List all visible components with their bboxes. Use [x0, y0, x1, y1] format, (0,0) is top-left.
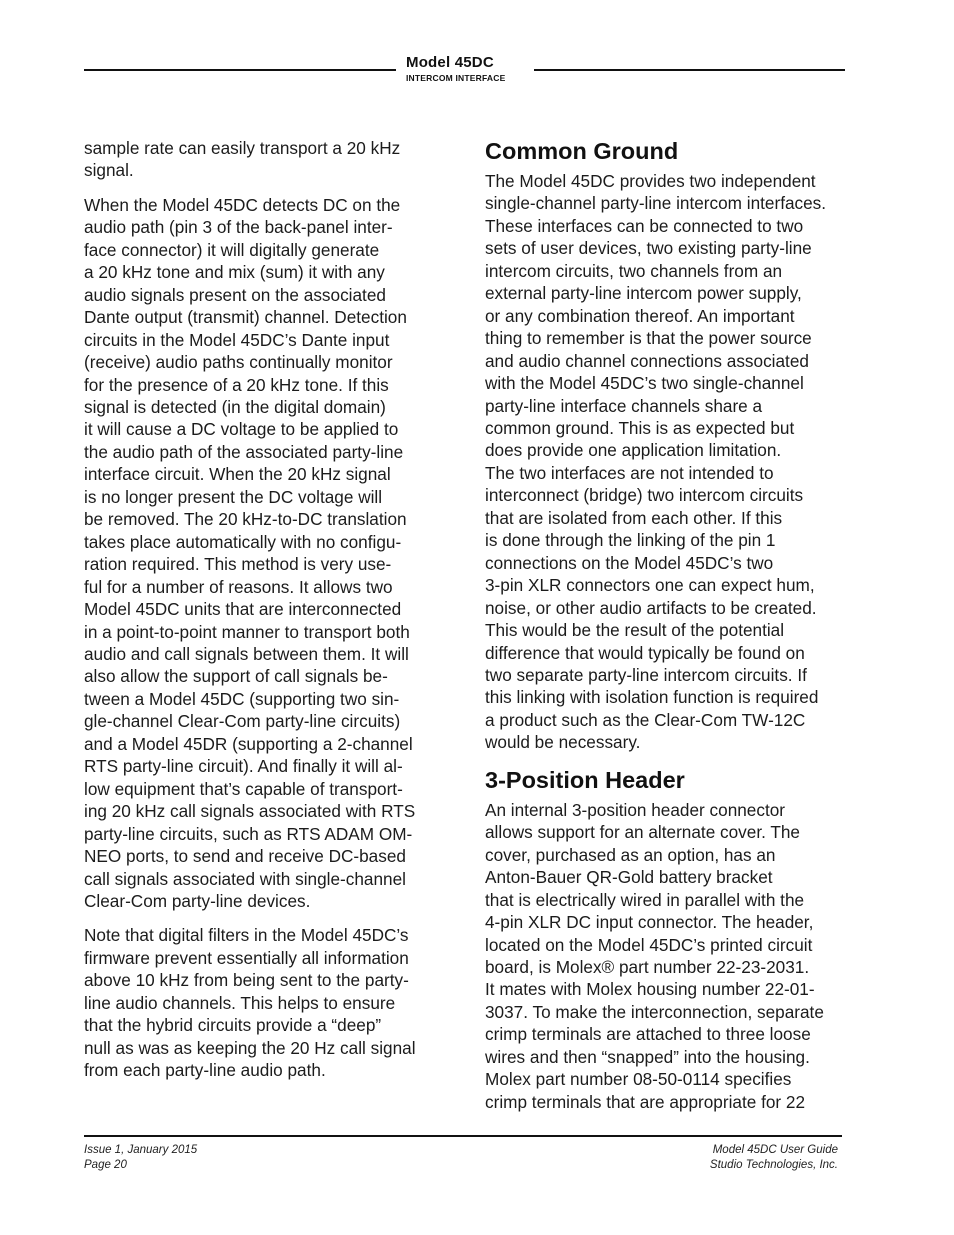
paragraph: The Model 45DC provides two independent single-channel party-line intercom interfaces. These interfaces can be connected to two sets of user devices, two existing party-line intercom circuits, two channels from an external party-line intercom power supply, or any combination thereof. An important thing to remember is that the power source and audio channel connections associated with the Model 45DC’s two single-channel party-line interface channels share a common ground. This is as expected but does provide one application limitation. The two interfaces are not intended to interconnect (bridge) two intercom circuits that are isolated from each other. If this is done through the linking of the pin 1 connections on the Model 45DC’s two 3-pin XLR connectors one can expect hum, noise, or other audio artifacts to be created. This would be the result of the potential difference that would typically be found on two separate party-line intercom circuits. If this linking with isolation function is required a product such as the Clear-Com TW-12C would be necessary.	[485, 171, 827, 753]
paragraph: sample rate can easily transport a 20 kHz signal.	[84, 138, 401, 181]
paragraph: Note that digital filters in the Model 45DC’s firmware prevent essentially all information above 10 kHz from being sent to the party- line audio channels. This helps to ensure that the hybrid circuits provide a “deep” null as was as keeping the 20 Hz call signal from each party-line audio path.	[84, 925, 416, 1081]
left-column	[84, 137, 450, 1094]
paragraph: When the Model 45DC detects DC on the audio path (pin 3 of the back-panel inter- face connector) it will digitally generate a 20 kHz tone and mix (sum) it with any audio signals present on the associated Dante output (transmit) channel. Detection circuits in the Model 45DC’s Dante input (receive) audio paths continually monitor for the presence of a 20 kHz tone. If this signal is detected (in the digital domain) it will cause a DC voltage to be applied to the audio path of the associated party-line interface circuit. When the 20 kHz signal is no longer present the DC voltage will be removed. The 20 kHz-to-DC translation takes place automatically with no configu- ration required. This method is very use- ful for a number of reasons. It allows two Model 45DC units that are interconnected in a point-to-point manner to transport both audio and call signals between them. It will also allow the support of call signals be- tween a Model 45DC (supporting two sin- gle-channel Clear-Com party-line circuits) and a Model 45DR (supporting a 2-channel RTS party-line circuit). And finally it will al- low equipment that’s capable of transport- ing 20 kHz call signals associated with RTS party-line circuits, such as RTS ADAM OM- NEO ports, to send and receive DC-based call signals associated with single-channel Clear-Com party-line devices.	[84, 194, 416, 911]
header-rule-right	[534, 69, 845, 71]
footer-guide-title: Model 45DC User Guide	[712, 1144, 838, 1156]
header-title: Model 45DC	[406, 54, 494, 71]
footer-page-number: Page 20	[84, 1159, 127, 1171]
header-subtitle: INTERCOM INTERFACE	[406, 73, 506, 83]
footer-issue: Issue 1, January 2015	[84, 1144, 198, 1156]
footer-rule	[84, 1135, 842, 1137]
footer-left	[84, 1143, 197, 1173]
footer-company: Studio Technologies, Inc.	[709, 1159, 838, 1171]
section-heading-common-ground: Common Ground	[485, 138, 679, 164]
header-rule-left	[84, 69, 396, 71]
paragraph: An internal 3-position header connector allows support for an alternate cover. The cover, purchased as an option, has an Anton-Bauer QR-Gold battery bracket that is electrically wired in parallel with the 4-pin XLR DC input connector. The header, located on the Model 45DC’s printed circuit board, is Molex® part number 22-23-2031. It mates with Molex housing number 22-01- 3037. To make the interconnection, separate crimp terminals are attached to three loose wires and then “snapped” into the housing. Molex part number 08-50-0114 specifies crimp terminals that are appropriate for 22	[485, 799, 824, 1112]
right-column	[485, 137, 863, 1125]
section-heading-3-position-header: 3-Position Header	[485, 766, 685, 793]
footer-right	[710, 1143, 838, 1173]
